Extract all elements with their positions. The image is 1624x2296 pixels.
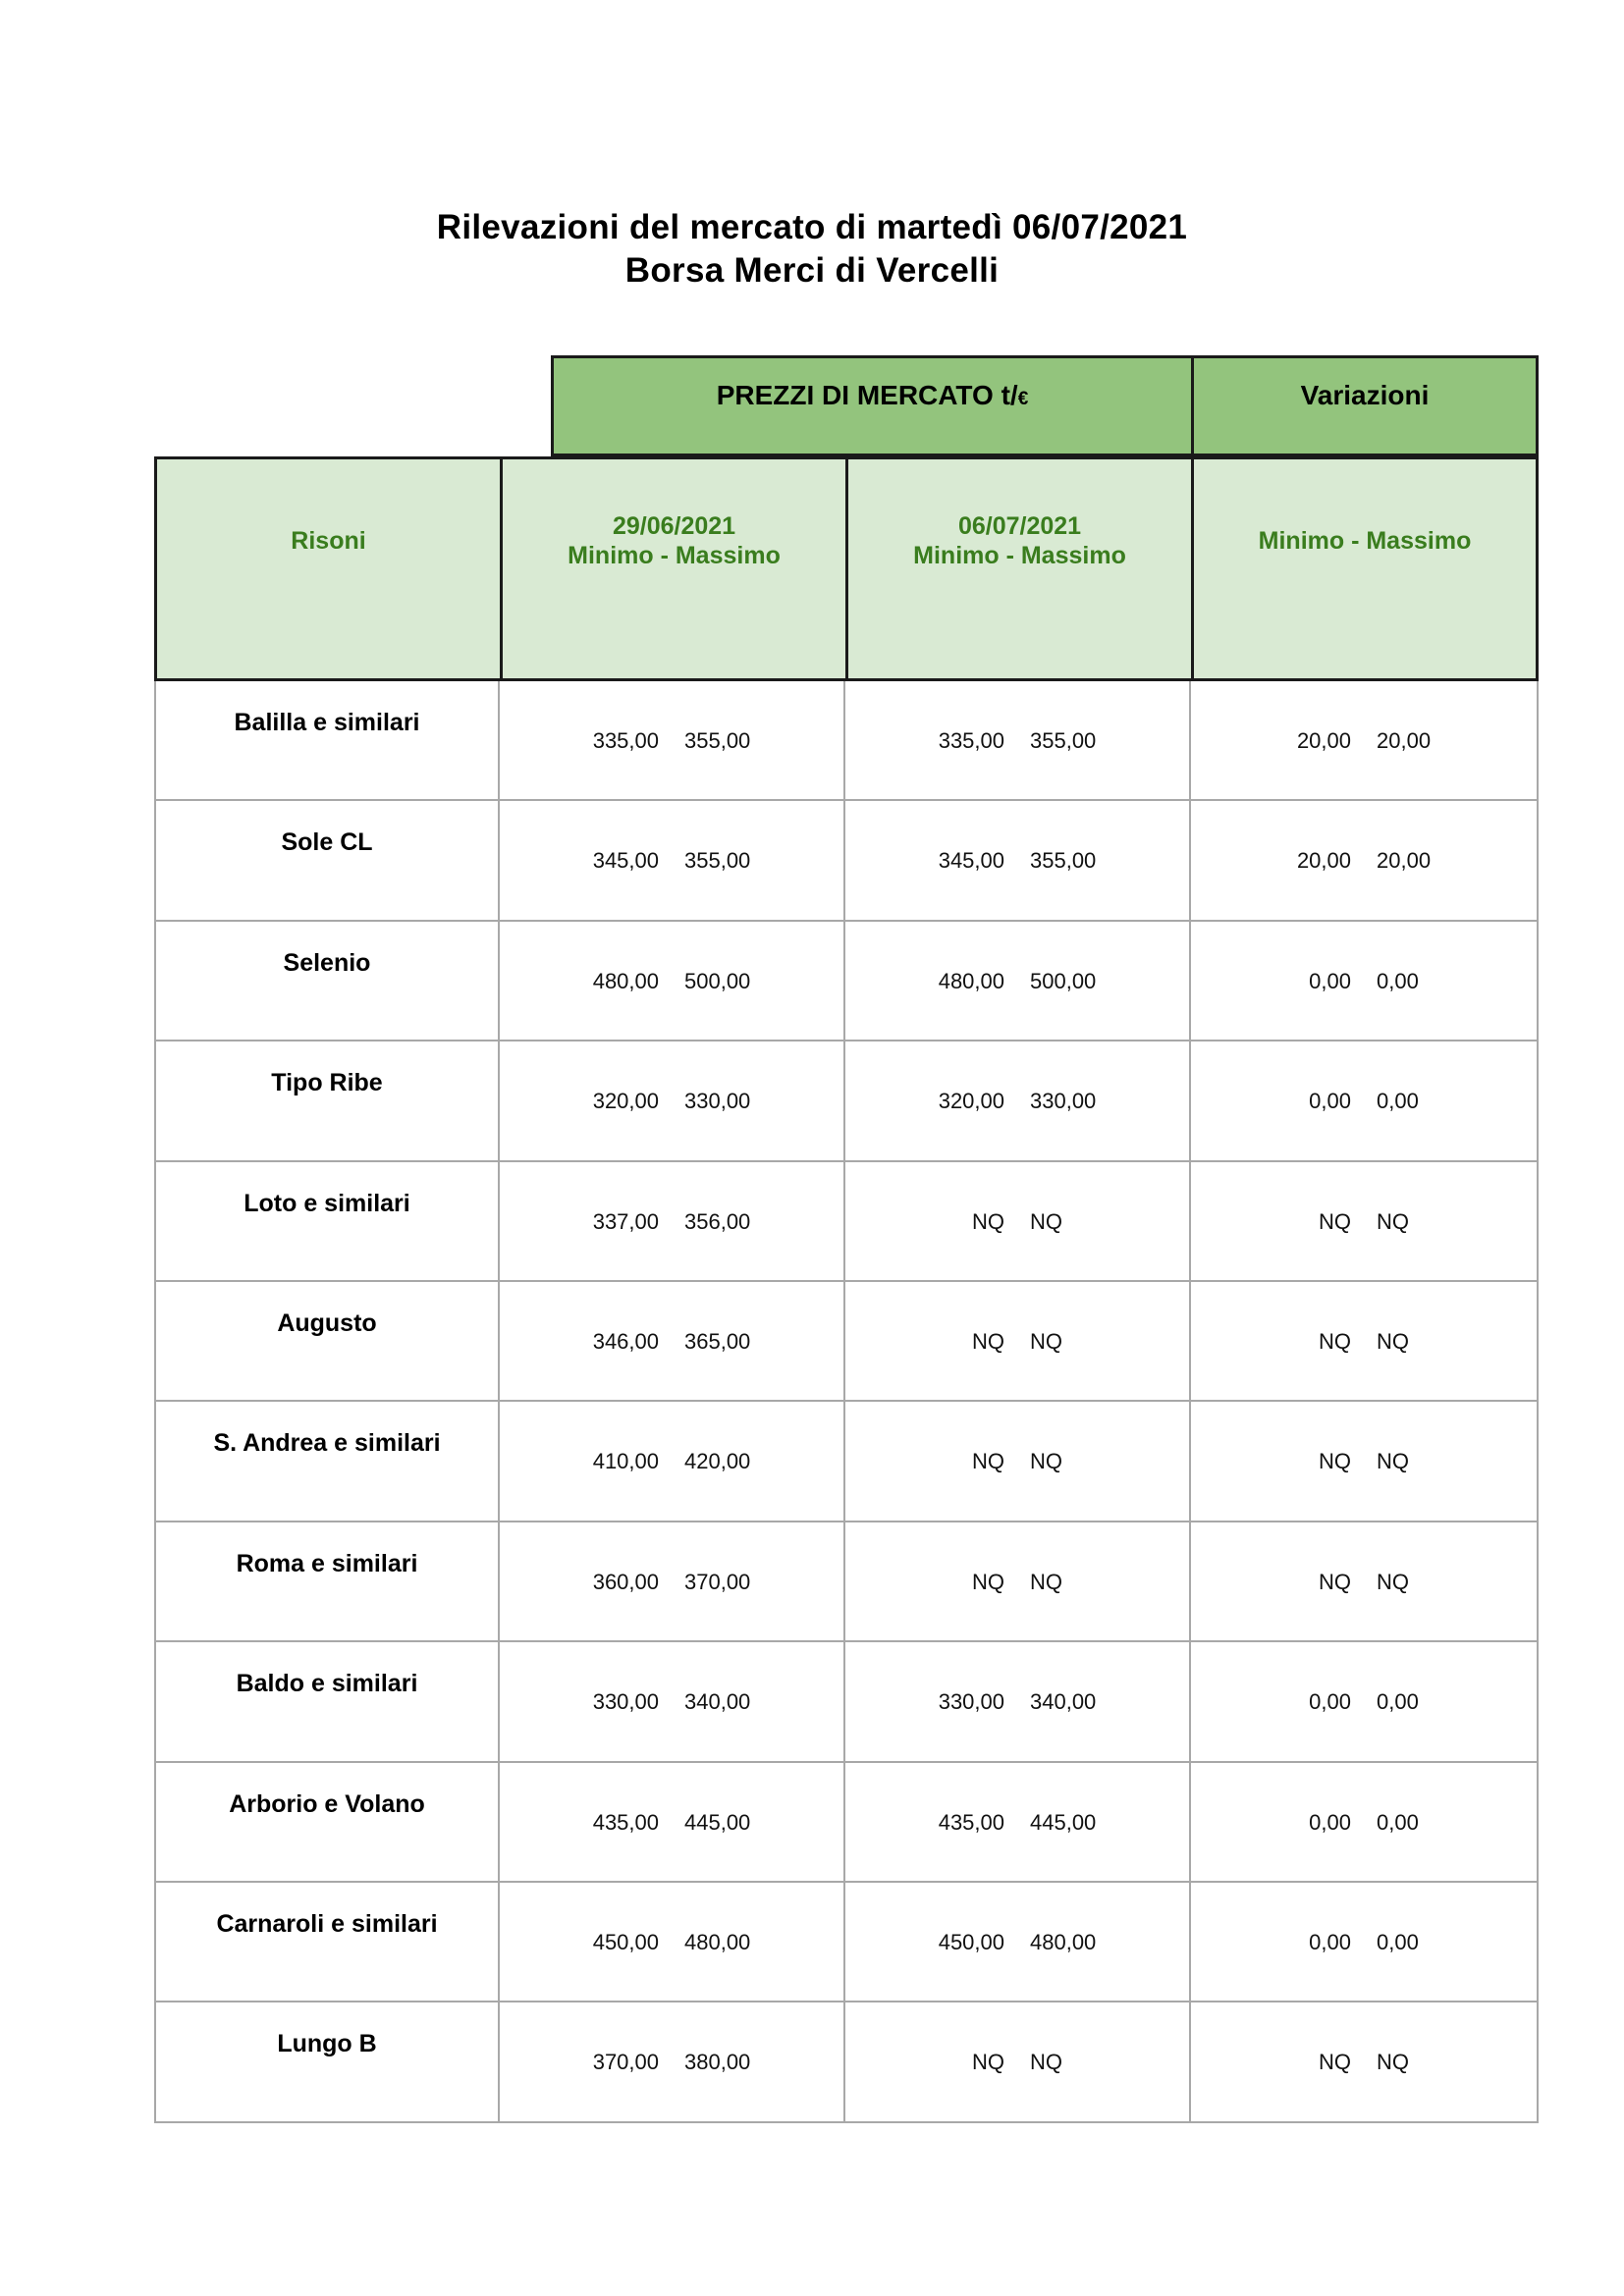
value-minimo: 435,00	[592, 1809, 659, 1835]
value-massimo: 500,00	[684, 968, 751, 993]
cell-variazione	[1191, 2002, 1539, 2122]
cell-prezzo-06-07	[845, 1402, 1191, 1522]
value-minimo: 345,00	[592, 848, 659, 874]
header-col1-sub: Minimo - Massimo	[568, 542, 781, 569]
value-minimo: NQ	[1319, 1208, 1351, 1234]
cell-variazione	[1191, 1162, 1539, 1282]
table-row	[154, 922, 1539, 1041]
risone-name: Lungo B	[277, 2030, 377, 2058]
cell-variazione	[1191, 1642, 1539, 1762]
table-row	[154, 1642, 1539, 1762]
value-massimo: 480,00	[684, 1929, 751, 1954]
table-row	[154, 681, 1539, 801]
header-col-risoni	[154, 456, 503, 681]
value-minimo: 345,00	[938, 848, 1004, 874]
cell-variazione	[1191, 801, 1539, 921]
value-minimo: 0,00	[1309, 1929, 1351, 1954]
value-minimo: 335,00	[592, 728, 659, 753]
value-minimo: 330,00	[938, 1689, 1004, 1715]
cell-risone	[154, 1642, 500, 1762]
value-minimo: 480,00	[938, 968, 1004, 993]
cell-prezzo-29-06	[500, 1883, 845, 2002]
value-massimo: 340,00	[684, 1689, 751, 1715]
value-minimo: 480,00	[592, 968, 659, 993]
value-massimo: 355,00	[684, 728, 751, 753]
value-massimo: 420,00	[684, 1449, 751, 1474]
cell-prezzo-06-07	[845, 1162, 1191, 1282]
value-massimo: 355,00	[1030, 848, 1097, 874]
table-row	[154, 2002, 1539, 2122]
table-row	[154, 1162, 1539, 1282]
value-massimo: NQ	[1030, 2050, 1062, 2075]
cell-prezzo-29-06	[500, 681, 845, 801]
cell-risone	[154, 801, 500, 921]
cell-variazione	[1191, 681, 1539, 801]
cell-prezzo-29-06	[500, 922, 845, 1041]
cell-prezzo-29-06	[500, 1041, 845, 1161]
cell-variazione	[1191, 1522, 1539, 1642]
cell-variazione	[1191, 922, 1539, 1041]
header-col2-sub: Minimo - Massimo	[913, 542, 1126, 569]
value-minimo: 320,00	[938, 1089, 1004, 1114]
cell-prezzo-06-07	[845, 1883, 1191, 2002]
risone-name: Tipo Ribe	[271, 1069, 383, 1097]
value-massimo: NQ	[1377, 1449, 1409, 1474]
value-minimo: NQ	[972, 1328, 1004, 1354]
value-massimo: 380,00	[684, 2050, 751, 2075]
cell-prezzo-06-07	[845, 681, 1191, 801]
cell-variazione	[1191, 1763, 1539, 1883]
value-minimo: NQ	[972, 1208, 1004, 1234]
header-col-06-07	[845, 456, 1194, 681]
value-minimo: NQ	[1319, 1449, 1351, 1474]
value-massimo: 0,00	[1377, 1809, 1419, 1835]
value-minimo: NQ	[1319, 1569, 1351, 1594]
table-row	[154, 1763, 1539, 1883]
value-minimo: 0,00	[1309, 968, 1351, 993]
cell-prezzo-29-06	[500, 1402, 845, 1522]
cell-variazione	[1191, 1041, 1539, 1161]
value-minimo: 450,00	[592, 1929, 659, 1954]
risone-name: Loto e similari	[244, 1189, 410, 1217]
value-massimo: 0,00	[1377, 1929, 1419, 1954]
page-title: Rilevazioni del mercato di martedì 06/07/2021	[436, 208, 1188, 246]
risone-name: Carnaroli e similari	[216, 1909, 438, 1938]
cell-risone	[154, 681, 500, 801]
header-col-29-06	[500, 456, 848, 681]
price-table	[154, 681, 1539, 2123]
risone-name: Augusto	[277, 1308, 377, 1337]
cell-risone	[154, 2002, 500, 2122]
value-massimo: 330,00	[1030, 1089, 1097, 1114]
value-minimo: NQ	[972, 1569, 1004, 1594]
header-col3-sub: Minimo - Massimo	[1258, 527, 1472, 555]
value-massimo: NQ	[1030, 1569, 1062, 1594]
cell-variazione	[1191, 1402, 1539, 1522]
risone-name: Roma e similari	[236, 1549, 418, 1577]
value-massimo: 0,00	[1377, 968, 1419, 993]
value-massimo: NQ	[1377, 2050, 1409, 2075]
risone-name: Arborio e Volano	[229, 1789, 425, 1818]
cell-risone	[154, 922, 500, 1041]
cell-prezzo-06-07	[845, 801, 1191, 921]
table-row	[154, 1883, 1539, 2002]
cell-prezzo-29-06	[500, 801, 845, 921]
value-minimo: NQ	[972, 1449, 1004, 1474]
value-massimo: 330,00	[684, 1089, 751, 1114]
table-row	[154, 801, 1539, 921]
value-massimo: NQ	[1377, 1328, 1409, 1354]
value-massimo: NQ	[1377, 1569, 1409, 1594]
value-massimo: 365,00	[684, 1328, 751, 1354]
cell-prezzo-06-07	[845, 1763, 1191, 1883]
value-minimo: 346,00	[592, 1328, 659, 1354]
cell-risone	[154, 1041, 500, 1161]
value-massimo: 0,00	[1377, 1689, 1419, 1715]
value-minimo: 20,00	[1296, 848, 1351, 874]
value-minimo: 20,00	[1296, 728, 1351, 753]
cell-prezzo-06-07	[845, 1282, 1191, 1402]
value-massimo: NQ	[1030, 1449, 1062, 1474]
value-minimo: 360,00	[592, 1569, 659, 1594]
cell-prezzo-29-06	[500, 1642, 845, 1762]
cell-risone	[154, 1883, 500, 2002]
value-massimo: NQ	[1030, 1208, 1062, 1234]
value-minimo: 335,00	[938, 728, 1004, 753]
cell-prezzo-29-06	[500, 2002, 845, 2122]
value-minimo: 450,00	[938, 1929, 1004, 1954]
cell-variazione	[1191, 1282, 1539, 1402]
risone-name: Sole CL	[281, 828, 373, 857]
table-row	[154, 1522, 1539, 1642]
header-prezzi-di-mercato	[551, 355, 1194, 456]
value-massimo: NQ	[1030, 1328, 1062, 1354]
value-massimo: 355,00	[1030, 728, 1097, 753]
value-massimo: 445,00	[1030, 1809, 1097, 1835]
value-massimo: 480,00	[1030, 1929, 1097, 1954]
cell-risone	[154, 1763, 500, 1883]
risone-name: Baldo e similari	[236, 1670, 418, 1698]
header-col2-date: 06/07/2021	[957, 512, 1082, 540]
value-massimo: 0,00	[1377, 1089, 1419, 1114]
value-minimo: 410,00	[592, 1449, 659, 1474]
header-col1-date: 29/06/2021	[612, 512, 736, 540]
cell-prezzo-06-07	[845, 1041, 1191, 1161]
cell-prezzo-29-06	[500, 1522, 845, 1642]
cell-risone	[154, 1522, 500, 1642]
cell-prezzo-06-07	[845, 922, 1191, 1041]
cell-prezzo-29-06	[500, 1282, 845, 1402]
value-massimo: NQ	[1377, 1208, 1409, 1234]
risone-name: Selenio	[283, 948, 371, 977]
risone-name: S. Andrea e similari	[213, 1429, 441, 1458]
value-minimo: NQ	[972, 2050, 1004, 2075]
header-prezzi-unit: €	[1017, 389, 1029, 409]
table-row	[154, 1402, 1539, 1522]
cell-variazione	[1191, 1883, 1539, 2002]
value-minimo: 330,00	[592, 1689, 659, 1715]
cell-prezzo-06-07	[845, 2002, 1191, 2122]
value-minimo: 0,00	[1309, 1089, 1351, 1114]
value-massimo: 20,00	[1377, 728, 1432, 753]
value-minimo: 337,00	[592, 1208, 659, 1234]
cell-risone	[154, 1402, 500, 1522]
page-subtitle: Borsa Merci di Vercelli	[624, 251, 1000, 290]
cell-prezzo-29-06	[500, 1162, 845, 1282]
header-col-variazioni	[1191, 456, 1539, 681]
value-massimo: 445,00	[684, 1809, 751, 1835]
cell-prezzo-06-07	[845, 1522, 1191, 1642]
cell-prezzo-06-07	[845, 1642, 1191, 1762]
risone-name: Balilla e similari	[234, 709, 420, 736]
value-minimo: 370,00	[592, 2050, 659, 2075]
cell-risone	[154, 1162, 500, 1282]
cell-risone	[154, 1282, 500, 1402]
value-massimo: 340,00	[1030, 1689, 1097, 1715]
value-massimo: 20,00	[1377, 848, 1432, 874]
table-row	[154, 1282, 1539, 1402]
value-minimo: NQ	[1319, 1328, 1351, 1354]
value-massimo: 355,00	[684, 848, 751, 874]
value-minimo: NQ	[1319, 2050, 1351, 2075]
value-minimo: 320,00	[592, 1089, 659, 1114]
header-risoni-label: Risoni	[291, 527, 366, 555]
value-minimo: 435,00	[938, 1809, 1004, 1835]
header-variazioni: Variazioni	[1191, 355, 1539, 456]
cell-prezzo-29-06	[500, 1763, 845, 1883]
value-minimo: 0,00	[1309, 1689, 1351, 1715]
table-row	[154, 1041, 1539, 1161]
value-massimo: 356,00	[684, 1208, 751, 1234]
value-minimo: 0,00	[1309, 1809, 1351, 1835]
value-massimo: 500,00	[1030, 968, 1097, 993]
value-massimo: 370,00	[684, 1569, 751, 1594]
header-prezzi-label: PREZZI DI MERCATO t/	[716, 380, 1018, 410]
